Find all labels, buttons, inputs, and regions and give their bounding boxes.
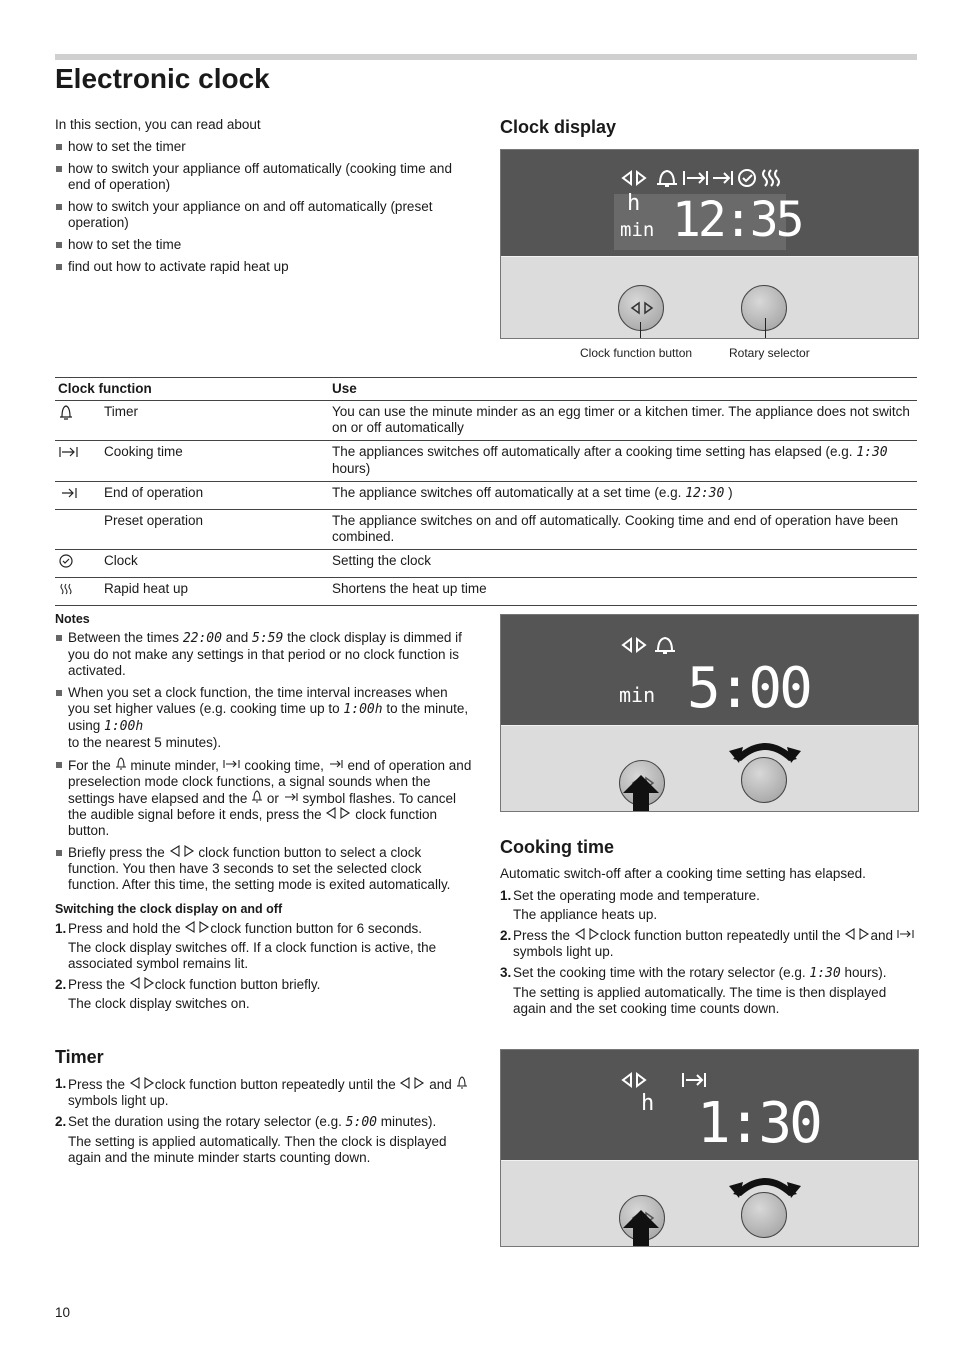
rotary-selector[interactable] <box>741 757 787 803</box>
status-icons <box>621 166 786 190</box>
clock-function-icon <box>623 1074 645 1086</box>
step: 2. Set the duration using the rotary selector (e.g. 5:00 minutes). The setting is applied automatically. Then the clock is displayed again and the minute minder starts counting down. <box>55 1114 447 1165</box>
function-use: The appliance switches off automatically at a set time (e.g. 12:30 ) <box>329 482 917 510</box>
note-item: For the minute minder, cooking time, end of operation and preselection mode clock functions, a signal sounds when the settings have elapsed and the or symbol flashes. To cancel the audible signal before it ends, press the clock function button. <box>55 757 473 839</box>
press-arrow-icon <box>621 775 661 811</box>
list-item: find out how to activate rapid heat up <box>55 259 475 275</box>
step: 3. Set the cooking time with the rotary selector (e.g. 1:30 hours). The setting is applied automatically. The time is then displayed again and the set cooking time counts down. <box>500 965 887 1016</box>
col-use: Use <box>329 378 917 401</box>
lcd-time: 1:30 <box>697 1091 820 1156</box>
bell-icon <box>456 1076 468 1089</box>
note-item: Between the times 22:00 and 5:59 the clock display is dimmed if you do not make any settings in that period or no clock function is activated. <box>55 630 473 679</box>
clock-function-icon <box>630 301 654 315</box>
table-row <box>55 441 917 482</box>
cooking-time-icon <box>223 758 241 770</box>
timer-heading: Timer <box>55 1047 104 1067</box>
function-name: Cooking time <box>101 441 329 482</box>
lcd-h: h <box>627 191 641 216</box>
rotary-selector[interactable] <box>741 285 787 331</box>
table-row <box>55 550 917 578</box>
list-item: how to switch your appliance off automatically (cooking time and end of operation) <box>55 161 475 193</box>
clock-function-icon <box>129 1077 155 1089</box>
col-clock-function: Clock function <box>55 378 329 401</box>
clock-function-icon <box>325 807 351 819</box>
clock-icon <box>58 553 74 569</box>
step: 2. Press the clock function button repeatedly until the and symbols light up. <box>500 928 917 960</box>
bell-icon <box>251 790 263 803</box>
step: 1. Set the operating mode and temperature. The appliance heats up. <box>500 888 760 922</box>
press-arrow-icon <box>621 1210 661 1246</box>
cooking-time-icon <box>683 1073 705 1087</box>
clock-function-table <box>55 377 917 606</box>
lcd-min: min <box>620 219 655 241</box>
clock-function-icon <box>623 172 645 184</box>
note-item: Briefly press the clock function button to select a clock function. You then have 3 seconds to set the selected clock function. After this time, the setting mode is exited automatically. <box>55 845 473 893</box>
cooking-time-icon <box>897 928 915 940</box>
bell-icon <box>655 638 675 653</box>
function-use: You can use the minute minder as an egg timer or a kitchen timer. The appliance does not switch on or off automatically <box>329 401 917 441</box>
clock-function-icon <box>129 977 155 989</box>
clock-icon <box>739 170 755 186</box>
rapid-heat-icon <box>763 170 779 186</box>
notes-heading: Notes <box>55 612 90 626</box>
step: 2. Press the clock function button briefly. The clock display switches on. <box>55 977 321 1011</box>
table-row <box>55 510 917 550</box>
bell-icon <box>657 171 677 186</box>
function-use: Setting the clock <box>329 550 917 578</box>
clock-function-icon <box>184 921 210 933</box>
notes <box>55 611 473 1017</box>
lcd-time: 12:35 <box>672 192 802 248</box>
step: 1. Press and hold the clock function button for 6 seconds. The clock display switches off. If a clock function is active, the associated symbol remains lit. <box>55 921 437 971</box>
clock-function-button[interactable] <box>618 285 664 331</box>
end-of-operation-icon <box>713 171 732 185</box>
clock-function-icon <box>844 928 870 940</box>
clock-display-heading: Clock display <box>500 117 617 137</box>
lcd-window <box>614 191 802 250</box>
caption-selector: Rotary selector <box>729 346 810 360</box>
page-title: Electronic clock <box>55 63 270 94</box>
end-of-operation-icon <box>328 758 344 770</box>
intro <box>55 117 475 281</box>
caption-button: Clock function button <box>580 346 693 360</box>
timer-display-panel <box>500 614 919 812</box>
list-item: how to switch your appliance on and off automatically (preset operation) <box>55 199 475 231</box>
function-name: Rapid heat up <box>101 578 329 606</box>
switching-heading: Switching the clock display on and off <box>55 902 283 916</box>
function-name: Timer <box>101 401 329 441</box>
table-row <box>55 578 917 606</box>
clock-function-icon <box>399 1077 425 1089</box>
bell-icon <box>58 404 74 420</box>
function-use: Shortens the heat up time <box>329 578 917 606</box>
lcd-h: h <box>641 1091 655 1116</box>
step: 1. Press the clock function button repeatedly until the and symbols light up. <box>55 1076 475 1109</box>
function-name: End of operation <box>101 482 329 510</box>
rotate-arrow-icon <box>729 1168 801 1198</box>
table-row <box>55 482 917 510</box>
cooking-lead: Automatic switch-off after a cooking time setting has elapsed. <box>500 866 866 881</box>
bell-icon <box>115 757 127 770</box>
timer-steps <box>55 1076 475 1171</box>
function-use: The appliances switches off automatically after a cooking time setting has elapsed (e.g. 1:30 hours) <box>329 441 917 482</box>
list-item: how to set the timer <box>55 139 475 155</box>
status-icons <box>621 1068 711 1092</box>
cooking-steps <box>500 866 917 1022</box>
page-number: 10 <box>55 1305 71 1320</box>
clock-function-icon <box>574 928 600 940</box>
cooking-time-icon <box>684 171 707 185</box>
note-item: When you set a clock function, the time interval increases when you set higher values (e.g. cooking time up to 1:00h to the minute, using 1:00h to the nearest 5 minutes). <box>55 685 473 751</box>
rapid-heat-icon <box>58 581 74 597</box>
cooking-display-panel <box>500 1049 919 1247</box>
function-name: Preset operation <box>101 510 329 550</box>
clock-function-icon <box>623 639 645 651</box>
end-of-operation-icon <box>283 791 299 803</box>
intro-lead: In this section, you can read about <box>55 117 261 132</box>
rotary-selector[interactable] <box>741 1192 787 1238</box>
rotate-arrow-icon <box>729 733 801 763</box>
cooking-heading: Cooking time <box>500 837 615 857</box>
status-icons <box>621 633 681 657</box>
clock-function-icon <box>169 845 195 857</box>
lcd-time: 5:00 <box>687 656 810 721</box>
table-row <box>55 401 917 441</box>
lcd-min: min <box>619 683 656 707</box>
function-use: The appliance switches on and off automatically. Cooking time and end of operation have been combined. <box>329 510 917 550</box>
list-item: how to set the time <box>55 237 475 253</box>
cooking-time-icon <box>58 444 80 460</box>
clock-display-panel <box>500 149 919 339</box>
function-name: Clock <box>101 550 329 578</box>
table-header <box>55 378 917 401</box>
end-of-operation-icon <box>58 485 80 501</box>
